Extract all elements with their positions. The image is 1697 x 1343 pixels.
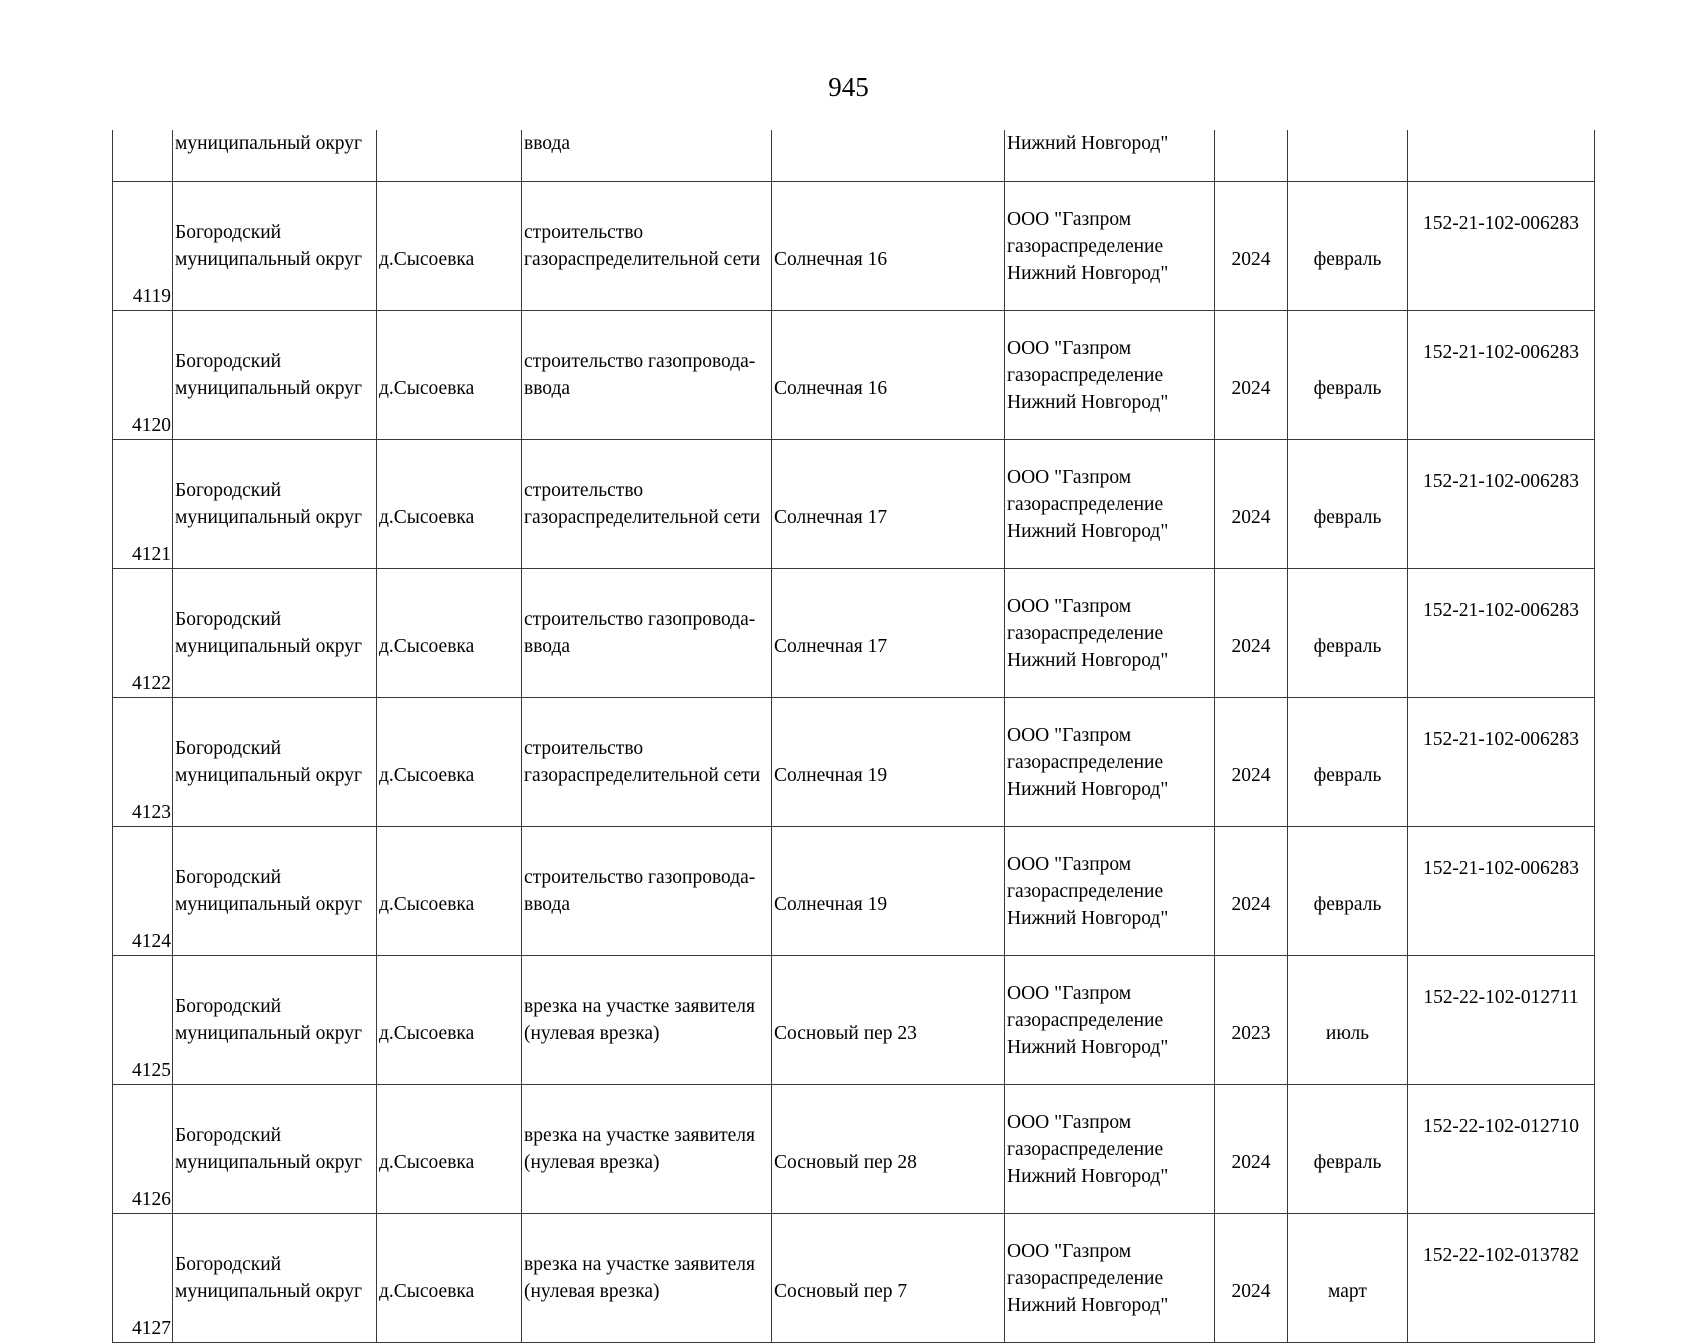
cell-district	[173, 311, 377, 440]
work-line-2: ввода	[524, 894, 571, 915]
cell-locality	[377, 827, 522, 956]
cell-district	[173, 182, 377, 311]
page-number: 945	[828, 72, 869, 102]
cell-month	[1288, 698, 1408, 827]
district-line-1: Богородский	[175, 609, 282, 630]
district-line-1: Богородский	[175, 480, 282, 501]
row-number: 4123	[132, 802, 171, 823]
org-line-1: ООО "Газпром	[1007, 724, 1132, 746]
district-line-2: муниципальный округ	[175, 894, 363, 915]
table-row	[113, 827, 1595, 956]
org-line-1: ООО "Газпром	[1007, 1240, 1132, 1262]
year: 2024	[1231, 636, 1271, 657]
month: февраль	[1313, 1152, 1382, 1173]
cell-year	[1215, 182, 1288, 311]
org-line-2: газораспределение	[1007, 235, 1164, 257]
cell-num	[113, 827, 173, 956]
cell-locality	[377, 182, 522, 311]
work-line-2: газораспределительной сети	[524, 249, 761, 270]
cell-address	[772, 569, 1005, 698]
cell-locality	[377, 698, 522, 827]
cell-org	[1005, 956, 1215, 1085]
cell-locality	[377, 956, 522, 1085]
cell-locality	[377, 569, 522, 698]
cell-month	[1288, 130, 1408, 182]
cell-code	[1408, 440, 1595, 569]
cell-month	[1288, 1214, 1408, 1343]
cell-org	[1005, 569, 1215, 698]
cell-address	[772, 182, 1005, 311]
cell-num	[113, 1214, 173, 1343]
district-line-1: Богородский	[175, 222, 282, 243]
row-number: 4124	[132, 931, 171, 952]
locality: д.Сысоевка	[379, 378, 475, 399]
org-line-3: Нижний Новгород"	[1007, 778, 1169, 800]
cell-code	[1408, 827, 1595, 956]
cell-num	[113, 956, 173, 1085]
cell-address	[772, 311, 1005, 440]
cell-district	[173, 1085, 377, 1214]
table-body	[113, 130, 1595, 1343]
cell-num	[113, 569, 173, 698]
cell-district	[173, 569, 377, 698]
row-number: 4121	[132, 544, 171, 565]
district-line-1: Богородский	[175, 351, 282, 372]
district-line-1: Богородский	[175, 867, 282, 888]
cell-address	[772, 1214, 1005, 1343]
org-line-2: газораспределение	[1007, 880, 1164, 902]
cell-year	[1215, 130, 1288, 182]
cell-num	[113, 182, 173, 311]
table-row	[113, 1214, 1595, 1343]
org-line-1: ООО "Газпром	[1007, 595, 1132, 617]
cell-year	[1215, 311, 1288, 440]
cell-work	[522, 1214, 772, 1343]
month: март	[1328, 1281, 1367, 1302]
org-line-2: газораспределение	[1007, 1267, 1164, 1289]
year: 2023	[1231, 1023, 1271, 1044]
table-row	[113, 956, 1595, 1085]
cell-code	[1408, 1085, 1595, 1214]
cell-org	[1005, 1085, 1215, 1214]
address: Солнечная 17	[774, 636, 888, 657]
address: Солнечная 19	[774, 894, 888, 915]
cell-address	[772, 1085, 1005, 1214]
work-line-2: (нулевая врезка)	[524, 1023, 660, 1044]
cell-work: ввода	[522, 130, 772, 182]
project-code: 152-21-102-006283	[1423, 471, 1579, 492]
cell-code	[1408, 130, 1595, 182]
work-line-2: ввода	[524, 378, 571, 399]
cell-code	[1408, 956, 1595, 1085]
locality: д.Сысоевка	[379, 765, 475, 786]
cell-year	[1215, 698, 1288, 827]
project-code: 152-22-102-012711	[1423, 987, 1579, 1008]
project-code: 152-22-102-013782	[1423, 1245, 1579, 1266]
year: 2024	[1231, 765, 1271, 786]
cell-district	[173, 956, 377, 1085]
district-line-2: муниципальный округ	[175, 1281, 363, 1302]
cell-year	[1215, 569, 1288, 698]
cell-org	[1005, 827, 1215, 956]
work-line-1: врезка на участке заявителя	[524, 1254, 755, 1275]
district-line-2: муниципальный округ	[175, 249, 363, 270]
work-line-2: газораспределительной сети	[524, 765, 761, 786]
cell-num	[113, 440, 173, 569]
cell-year	[1215, 1085, 1288, 1214]
year: 2024	[1231, 507, 1271, 528]
year: 2024	[1231, 378, 1271, 399]
table-row	[113, 311, 1595, 440]
district-line-1: Богородский	[175, 996, 282, 1017]
work-line-2: газораспределительной сети	[524, 507, 761, 528]
work-line-1: строительство газопровода-	[524, 351, 756, 372]
cell-district	[173, 1214, 377, 1343]
locality: д.Сысоевка	[379, 1281, 475, 1302]
project-code: 152-21-102-006283	[1423, 600, 1579, 621]
year: 2024	[1231, 1281, 1271, 1302]
cell-month	[1288, 569, 1408, 698]
cell-code	[1408, 311, 1595, 440]
cell-work	[522, 956, 772, 1085]
address: Сосновый пер 28	[774, 1152, 917, 1173]
locality: д.Сысоевка	[379, 894, 475, 915]
cell-month	[1288, 440, 1408, 569]
org-line-3: Нижний Новгород"	[1007, 520, 1169, 542]
org-line-2: газораспределение	[1007, 493, 1164, 515]
district-line-2: муниципальный округ	[175, 378, 363, 399]
gasification-table	[112, 130, 1595, 1343]
address: Солнечная 16	[774, 249, 888, 270]
org-line-2: газораспределение	[1007, 1009, 1164, 1031]
table-row	[113, 440, 1595, 569]
cell-month	[1288, 311, 1408, 440]
table-row	[113, 182, 1595, 311]
cell-org	[1005, 311, 1215, 440]
cell-code	[1408, 698, 1595, 827]
table-row	[113, 569, 1595, 698]
org-line-1: ООО "Газпром	[1007, 982, 1132, 1004]
work-line-1: строительство	[524, 738, 644, 759]
cell-num	[113, 1085, 173, 1214]
org-line-3: Нижний Новгород"	[1007, 649, 1169, 671]
org-line-3: Нижний Новгород"	[1007, 1036, 1169, 1058]
cell-locality	[377, 311, 522, 440]
year: 2024	[1231, 894, 1271, 915]
cell-num	[113, 698, 173, 827]
cell-work	[522, 182, 772, 311]
work-line-1: строительство газопровода-	[524, 609, 756, 630]
locality: д.Сысоевка	[379, 636, 475, 657]
project-code: 152-21-102-006283	[1423, 213, 1579, 234]
cell-work	[522, 827, 772, 956]
cell-work	[522, 440, 772, 569]
org-line-3: Нижний Новгород"	[1007, 1165, 1169, 1187]
work-line-2: (нулевая врезка)	[524, 1152, 660, 1173]
district-line-2: муниципальный округ	[175, 1152, 363, 1173]
cell-address	[772, 698, 1005, 827]
month: февраль	[1313, 636, 1382, 657]
district-line-2: муниципальный округ	[175, 765, 363, 786]
row-number: 4126	[132, 1189, 171, 1210]
cell-org	[1005, 182, 1215, 311]
continuation-row	[113, 130, 1595, 182]
address: Солнечная 16	[774, 378, 888, 399]
project-code: 152-22-102-012710	[1423, 1116, 1579, 1137]
cell-work	[522, 311, 772, 440]
locality: д.Сысоевка	[379, 1023, 475, 1044]
org-line-2: газораспределение	[1007, 1138, 1164, 1160]
cell-month	[1288, 827, 1408, 956]
work-line-1: строительство	[524, 222, 644, 243]
cell-work	[522, 569, 772, 698]
org-line-1: ООО "Газпром	[1007, 853, 1132, 875]
org-line-1: ООО "Газпром	[1007, 337, 1132, 359]
cell-work	[522, 1085, 772, 1214]
row-number: 4119	[132, 286, 171, 307]
cell-year	[1215, 827, 1288, 956]
cell-code	[1408, 569, 1595, 698]
cell-month	[1288, 1085, 1408, 1214]
row-number: 4127	[132, 1318, 171, 1339]
cell-locality	[377, 130, 522, 182]
district-line-1: Богородский	[175, 1254, 282, 1275]
cell-address	[772, 956, 1005, 1085]
work-line-1: строительство	[524, 480, 644, 501]
org-line-2: газораспределение	[1007, 364, 1164, 386]
project-code: 152-21-102-006283	[1423, 342, 1579, 363]
district-line-2: муниципальный округ	[175, 507, 363, 528]
address: Сосновый пер 7	[774, 1281, 908, 1302]
cell-year	[1215, 956, 1288, 1085]
cell-org: Нижний Новгород"	[1005, 130, 1215, 182]
cell-num	[113, 311, 173, 440]
cell-address	[772, 130, 1005, 182]
locality: д.Сысоевка	[379, 249, 475, 270]
cell-locality	[377, 1085, 522, 1214]
org-line-1: ООО "Газпром	[1007, 1111, 1132, 1133]
month: июль	[1325, 1023, 1370, 1044]
cell-district	[173, 440, 377, 569]
locality: д.Сысоевка	[379, 1152, 475, 1173]
year: 2024	[1231, 249, 1271, 270]
address: Солнечная 17	[774, 507, 888, 528]
month: февраль	[1313, 507, 1382, 528]
row-number: 4125	[132, 1060, 171, 1081]
work-line-2: ввода	[524, 636, 571, 657]
cell-locality	[377, 1214, 522, 1343]
address: Сосновый пер 23	[774, 1023, 917, 1044]
year: 2024	[1231, 1152, 1271, 1173]
address: Солнечная 19	[774, 765, 888, 786]
org-line-3: Нижний Новгород"	[1007, 907, 1169, 929]
cell-locality	[377, 440, 522, 569]
district-line-1: Богородский	[175, 1125, 282, 1146]
cell-code	[1408, 1214, 1595, 1343]
work-line-1: строительство газопровода-	[524, 867, 756, 888]
work-line-1: врезка на участке заявителя	[524, 1125, 755, 1146]
org-line-3: Нижний Новгород"	[1007, 262, 1169, 284]
district-line-2: муниципальный округ	[175, 1023, 363, 1044]
org-line-1: ООО "Газпром	[1007, 208, 1132, 230]
cell-org	[1005, 1214, 1215, 1343]
cell-org	[1005, 440, 1215, 569]
table-row	[113, 698, 1595, 827]
org-line-1: ООО "Газпром	[1007, 466, 1132, 488]
month: февраль	[1313, 894, 1382, 915]
work-line-2: (нулевая врезка)	[524, 1281, 660, 1302]
project-code: 152-21-102-006283	[1423, 858, 1579, 879]
district-line-2: муниципальный округ	[175, 636, 363, 657]
org-line-3: Нижний Новгород"	[1007, 1294, 1169, 1316]
cell-year	[1215, 1214, 1288, 1343]
month: февраль	[1313, 378, 1382, 399]
cell-district	[173, 698, 377, 827]
cell-code	[1408, 182, 1595, 311]
org-line-3: Нижний Новгород"	[1007, 391, 1169, 413]
locality: д.Сысоевка	[379, 507, 475, 528]
table-row	[113, 1085, 1595, 1214]
row-number: 4122	[132, 673, 171, 694]
org-line-2: газораспределение	[1007, 622, 1164, 644]
month: февраль	[1313, 765, 1382, 786]
cell-work	[522, 698, 772, 827]
cell-num	[113, 130, 173, 182]
cell-month	[1288, 956, 1408, 1085]
cell-address	[772, 440, 1005, 569]
cell-org	[1005, 698, 1215, 827]
project-code: 152-21-102-006283	[1423, 729, 1579, 750]
cell-address	[772, 827, 1005, 956]
month: февраль	[1313, 249, 1382, 270]
district-line-1: Богородский	[175, 738, 282, 759]
cell-district: муниципальный округ	[173, 130, 377, 182]
cell-year	[1215, 440, 1288, 569]
cell-district	[173, 827, 377, 956]
row-number: 4120	[132, 415, 171, 436]
org-line-2: газораспределение	[1007, 751, 1164, 773]
work-line-1: врезка на участке заявителя	[524, 996, 755, 1017]
cell-month	[1288, 182, 1408, 311]
